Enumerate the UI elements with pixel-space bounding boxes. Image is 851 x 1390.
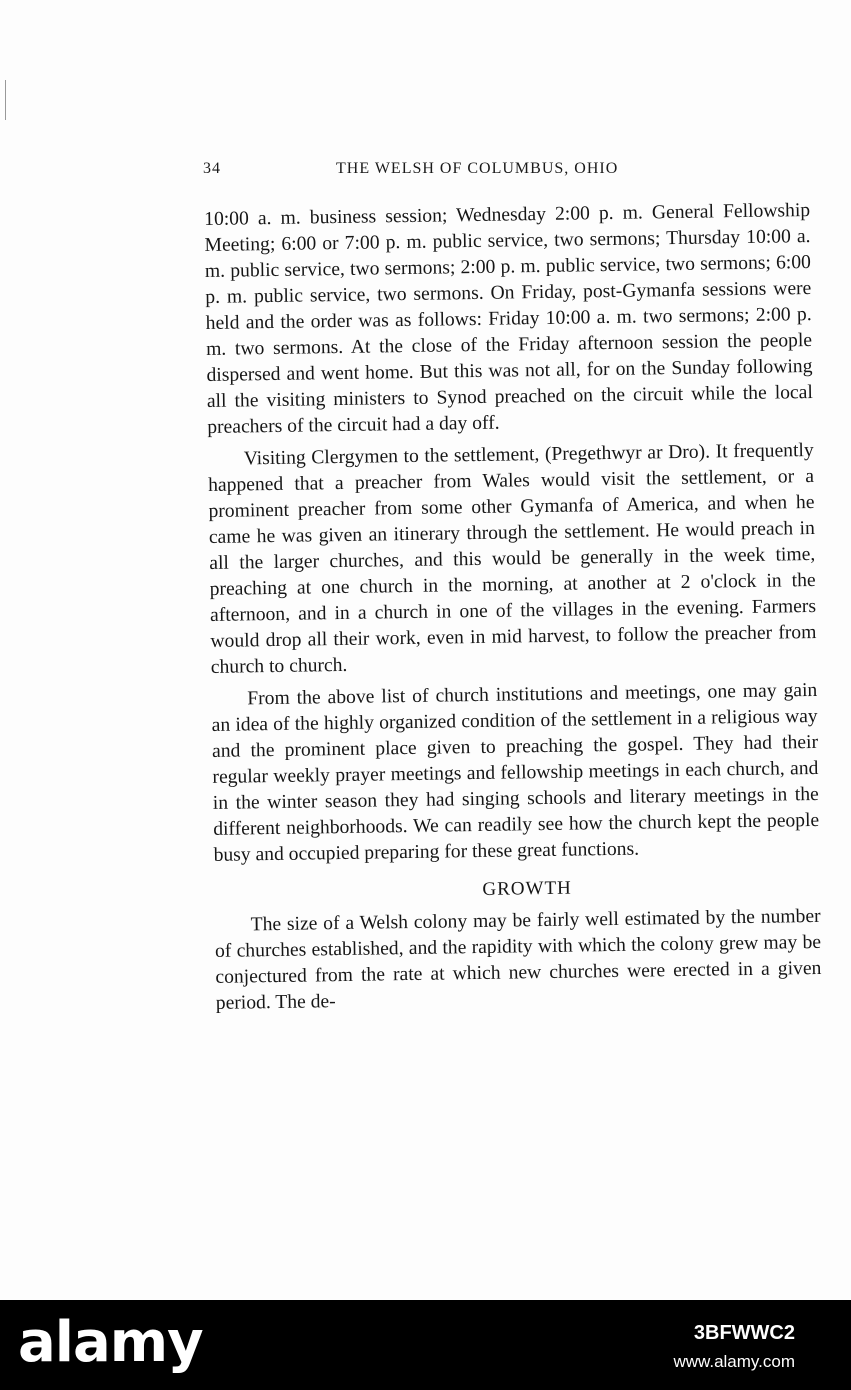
paragraph-visiting-clergymen: Visiting Clergymen to the settlement, (Pregethwyr ar Dro). It frequently happened that a preacher from Wales would visit the settlement, or a prominent preacher from some other Gymanfa of America, and when he came he was given an itinerary through the settlement. He would preach in all the larger churches, and this would be generally in the week time, preaching at one church in the morning, at another at 2 o'clock in the afternoon, and in a church in one of the villages in the evening. Farmers would drop all their work, even in mid harvest, to follow the preacher from church to church. [207,439,817,678]
watermark-banner [0,1300,851,1390]
paragraph-church-institutions: From the above list of church institutions and meetings, one may gain an idea of the highly organized condition of the settlement in a religious way and the prominent place given to preaching the gospel. They had their regular weekly prayer meetings and fellowship meetings in each church, and in the winter season they had singing schools and literary meetings in the different neighborhoods. We can readily see how the church kept the people busy and occupied preparing for these great functions. [211,679,820,866]
section-heading: GROWTH [482,877,572,900]
running-title: THE WELSH OF COLUMBUS, OHIO [336,160,619,177]
page-number: 34 [203,160,221,177]
site-url: www.alamy.com [673,1352,795,1371]
scan-margin-mark [5,80,6,120]
body-text [204,198,822,1017]
paragraph-schedule: 10:00 a. m. business session; Wednesday 2:00 p. m. General Fellowship Meeting; 6:00 or 7:00 p. m. public service, two sermons; Thursday 10:00 a. m. public service, two sermons; 2:00 p. m. public service, two sermons; 6:00 p. m. public service, two sermons. On Friday, post-Gymanfa sessions were held and the order was as follows: Friday 10:00 a. m. two sermons; 2:00 p. m. two sermons. At the close of the Friday afternoon session the people dispersed and went home. But this was not all, for on the Sunday following all the visiting ministers to Synod preached on the circuit while the local preachers of the circuit had a day off. [204,200,813,438]
running-header [203,160,685,184]
image-code: 3BFWWC2 [693,1322,795,1344]
alamy-logo: alamy [18,1310,203,1375]
paragraph-growth: The size of a Welsh colony may be fairly well estimated by the number of churches established, and the rapidity with which the colony grew may be conjectured from the rate at which new churches were erected in a given period. The de- [214,905,822,1014]
